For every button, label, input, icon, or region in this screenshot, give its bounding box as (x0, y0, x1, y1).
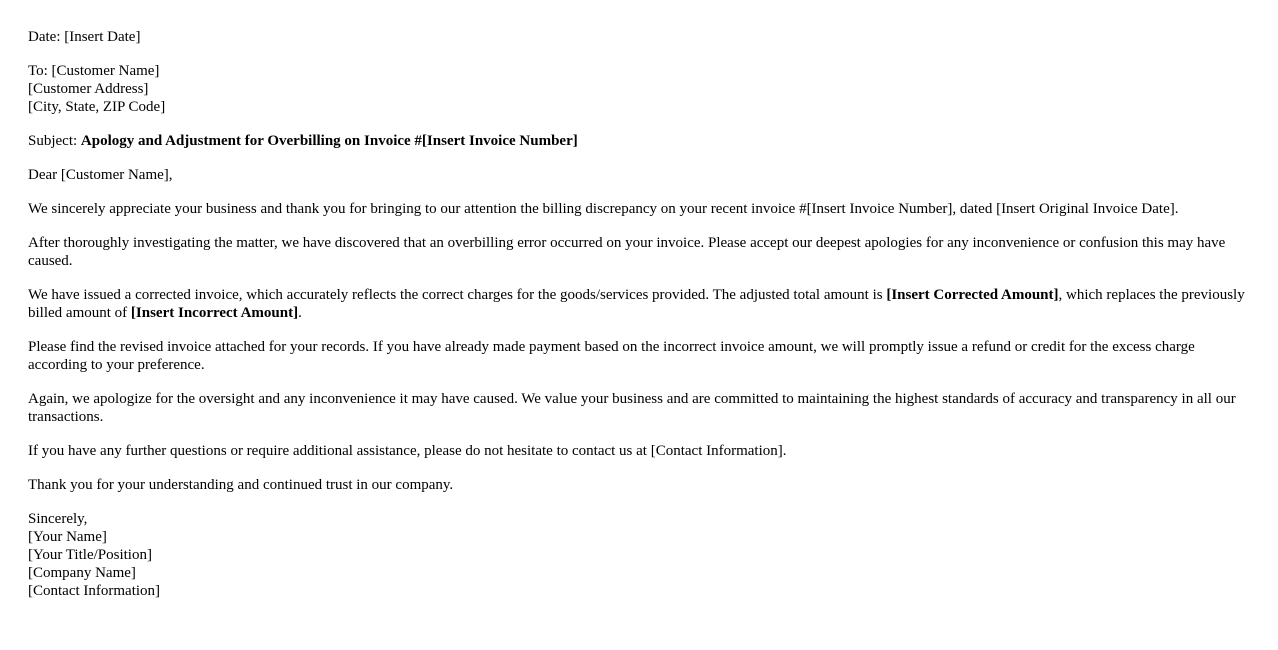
paragraph-text: . (298, 305, 302, 321)
paragraph-apology: Again, we apologize for the oversight and any inconvenience it may have caused. We value your business and are committed to maintaining the highest standards of accuracy and transparency in all our transactions. (28, 391, 1236, 425)
incorrect-amount: [Insert Incorrect Amount] (130, 305, 299, 321)
signature-name: [Your Name] (28, 529, 107, 545)
paragraph-contact: If you have any further questions or require additional assistance, please do not hesitate to contact us at [Contact Information]. (28, 443, 787, 459)
subject-label: Subject: (28, 133, 78, 149)
recipient-address: [Customer Address] (28, 81, 149, 97)
recipient-block (28, 62, 1250, 116)
date-line: Date: [Insert Date] (28, 29, 141, 45)
recipient-name: To: [Customer Name] (28, 63, 160, 79)
paragraph-investigation: After thoroughly investigating the matter, we have discovered that an overbilling error occurred on your invoice. Please accept our deepest apologies for any inconvenience or confusion this may have caused. (28, 235, 1226, 269)
paragraph-refund: Please find the revised invoice attached for your records. If you have already made payment based on the incorrect invoice amount, we will promptly issue a refund or credit for the excess charge according to your preference. (28, 339, 1195, 373)
signature-company: [Company Name] (28, 565, 136, 581)
paragraph-thanks: Thank you for your understanding and continued trust in our company. (28, 477, 454, 493)
salutation: Dear [Customer Name], (28, 167, 173, 183)
paragraph-corrected-invoice (28, 286, 1250, 322)
signature-closing: Sincerely, (28, 511, 88, 527)
paragraph-appreciation: We sincerely appreciate your business and thank you for bringing to our attention the billing discrepancy on your recent invoice #[Insert Invoice Number], dated [Insert Original Invoice Date]. (28, 201, 1179, 217)
paragraph-text: We have issued a corrected invoice, which accurately reflects the correct charges for the goods/services provided. The adjusted total amount is (28, 287, 883, 303)
letter-body (28, 28, 1250, 616)
paragraph-text: , which replaces the previously billed amount of (28, 287, 1245, 321)
signature-contact: [Contact Information] (28, 583, 161, 599)
subject-text: Apology and Adjustment for Overbilling on Invoice #[Insert Invoice Number] (80, 133, 578, 149)
signature-title: [Your Title/Position] (28, 547, 152, 563)
recipient-city: [City, State, ZIP Code] (28, 99, 166, 115)
subject-line (28, 132, 1250, 150)
corrected-amount: [Insert Corrected Amount] (886, 287, 1059, 303)
signature-block (28, 510, 1250, 600)
